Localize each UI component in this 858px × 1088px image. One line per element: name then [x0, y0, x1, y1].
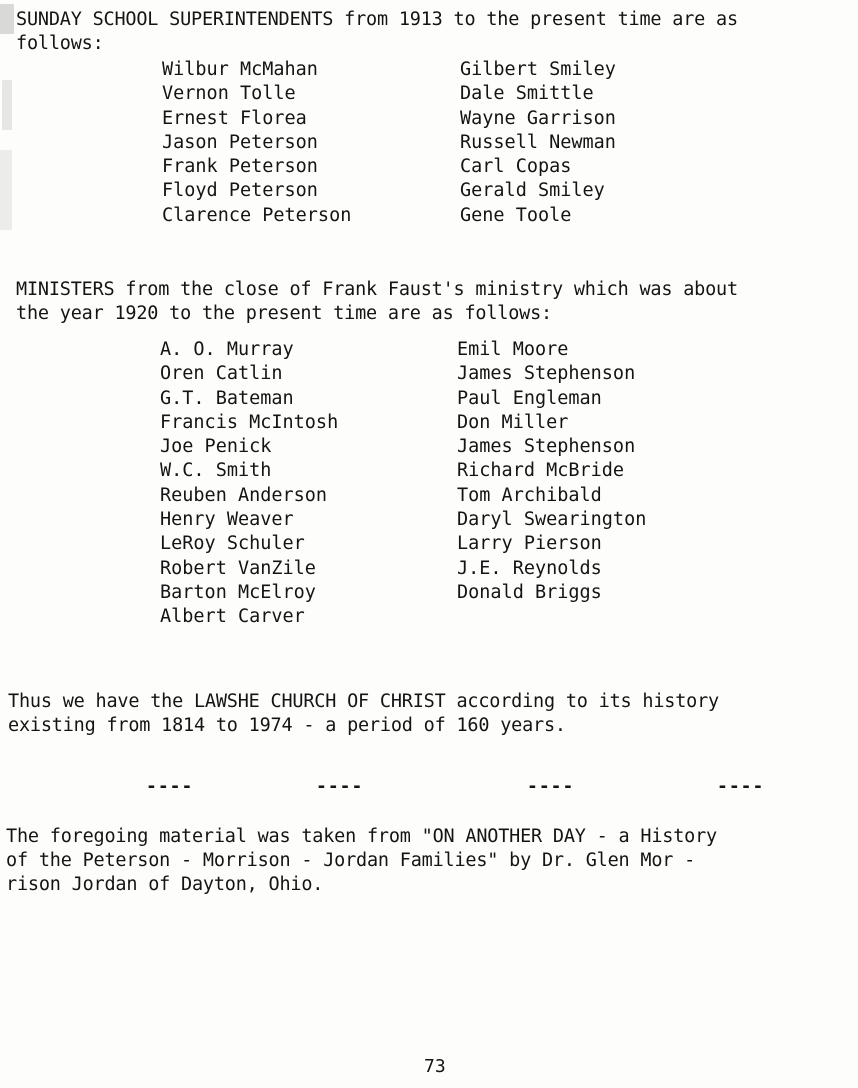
minister-name: Oren Catlin — [160, 363, 283, 385]
text-line: MINISTERS from the close of Frank Faust's ministry which was about — [16, 279, 738, 300]
ministers-column-right — [457, 338, 646, 605]
superintendent-name: Gene Toole — [460, 204, 572, 226]
minister-name: Emil Moore — [457, 339, 569, 360]
page-number: 73 — [424, 1056, 446, 1077]
superintendent-name: Gerald Smiley — [460, 180, 605, 202]
minister-name: Larry Pierson — [457, 533, 602, 555]
minister-name: Reuben Anderson — [160, 484, 328, 506]
minister-name: A. O. Murray — [160, 339, 294, 360]
superintendent-name: Carl Copas — [460, 156, 572, 178]
superintendent-name: Ernest Florea — [162, 107, 307, 129]
superintendents-column-left — [162, 58, 351, 228]
text-line: of the Peterson - Morrison - Jordan Families" by Dr. Glen Mor - — [6, 850, 696, 871]
text-line: follows: — [16, 33, 104, 54]
superintendent-name: Floyd Peterson — [162, 180, 318, 202]
superintendent-name: Clarence Peterson — [162, 204, 352, 226]
text-line: existing from 1814 to 1974 - a period of 160 years. — [8, 715, 566, 736]
minister-name: Donald Briggs — [457, 581, 602, 603]
minister-name: G.T. Bateman — [160, 387, 294, 409]
separator-dash: ---- — [146, 776, 194, 797]
minister-name: W.C. Smith — [160, 460, 272, 482]
superintendents-column-right — [460, 58, 616, 228]
superintendent-name: Wayne Garrison — [460, 107, 616, 129]
minister-name: James Stephenson — [457, 436, 636, 458]
scan-noise — [0, 4, 14, 34]
minister-name: J.E. Reynolds — [457, 557, 602, 579]
separator-dash: ---- — [527, 776, 575, 797]
source-note — [6, 825, 717, 897]
minister-name: Robert VanZile — [160, 557, 316, 579]
scan-noise — [0, 150, 12, 230]
superintendents-intro — [16, 8, 738, 56]
superintendent-name: Jason Peterson — [162, 131, 318, 153]
minister-name: James Stephenson — [457, 363, 636, 385]
text-line: Thus we have the LAWSHE CHURCH OF CHRIST according to its history — [8, 691, 719, 712]
text-line: the year 1920 to the present time are as follows: — [16, 303, 552, 324]
minister-name: LeRoy Schuler — [160, 533, 305, 555]
minister-name: Henry Weaver — [160, 509, 294, 531]
superintendent-name: Wilbur McMahan — [162, 59, 318, 80]
superintendent-name: Frank Peterson — [162, 156, 318, 178]
minister-name: Tom Archibald — [457, 484, 602, 506]
superintendent-name: Vernon Tolle — [162, 83, 296, 105]
text-line: The foregoing material was taken from "ON ANOTHER DAY - a History — [6, 826, 717, 847]
minister-name: Barton McElroy — [160, 581, 316, 603]
superintendent-name: Gilbert Smiley — [460, 59, 616, 80]
minister-name: Albert Carver — [160, 606, 305, 628]
superintendent-name: Dale Smittle — [460, 83, 594, 105]
text-line: rison Jordan of Dayton, Ohio. — [6, 874, 324, 895]
separator-dash: ---- — [316, 776, 364, 797]
ministers-column-left — [160, 338, 338, 630]
separator-dash: ---- — [717, 776, 765, 797]
ministers-intro — [16, 278, 738, 326]
conclusion-paragraph — [8, 690, 719, 738]
text-line: SUNDAY SCHOOL SUPERINTENDENTS from 1913 to the present time are as — [16, 9, 738, 30]
superintendent-name: Russell Newman — [460, 131, 616, 153]
minister-name: Paul Engleman — [457, 387, 602, 409]
minister-name: Francis McIntosh — [160, 411, 339, 433]
minister-name: Daryl Swearington — [457, 509, 647, 531]
minister-name: Don Miller — [457, 411, 569, 433]
scan-noise — [2, 80, 12, 130]
minister-name: Richard McBride — [457, 460, 625, 482]
minister-name: Joe Penick — [160, 436, 272, 458]
